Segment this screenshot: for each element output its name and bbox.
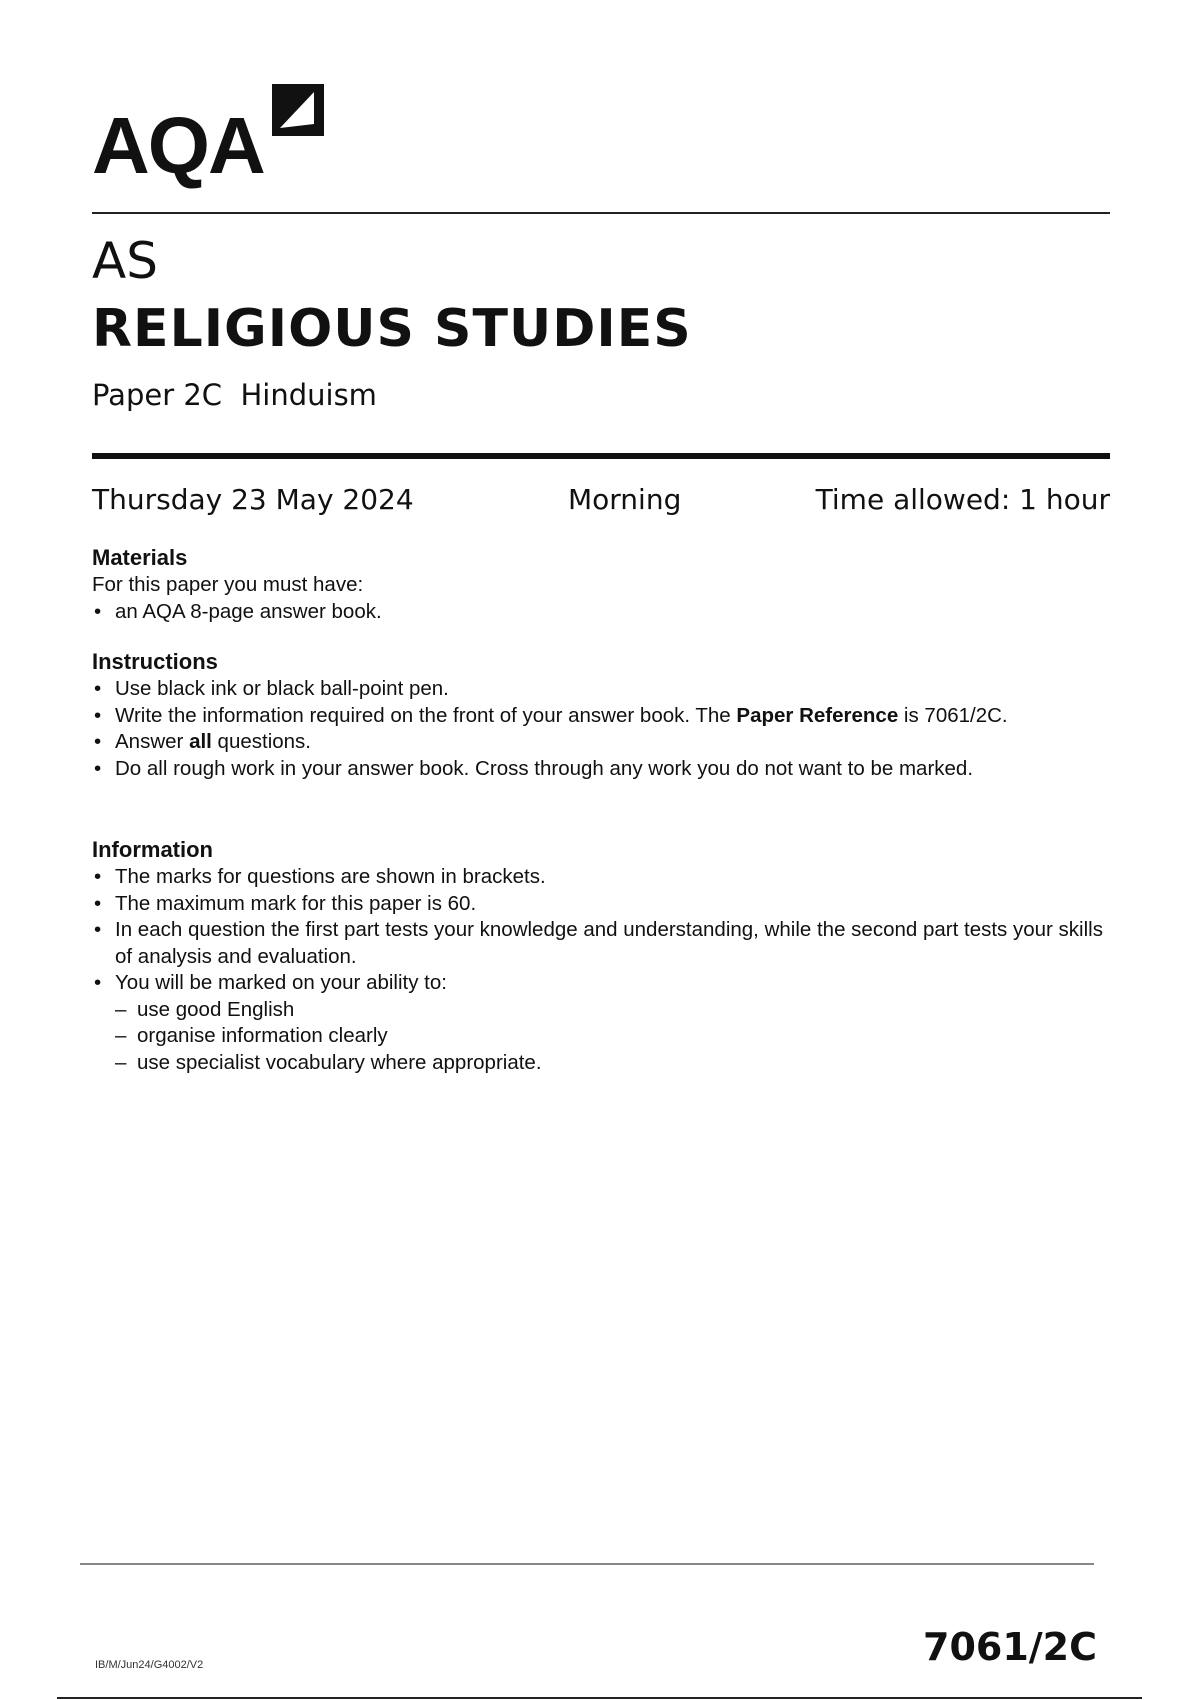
list-item: • Write the information required on the front of your answer book. The Paper Reference is 7061/2C. — [92, 703, 1015, 730]
list-item: • In each question the first part tests your knowledge and understanding, while the second part tests your skills of analysis and evaluation. — [92, 917, 1105, 970]
list-item: • The maximum mark for this paper is 60. — [92, 891, 1092, 918]
list-item: • You will be marked on your ability to: — [92, 970, 1092, 997]
subject-title: RELIGIOUS STUDIES — [92, 299, 692, 359]
instructions-section — [92, 648, 1092, 782]
header-divider — [92, 212, 1110, 214]
materials-intro: For this paper you must have: — [92, 573, 364, 596]
information-section — [92, 836, 1103, 1076]
list-subitem: – use specialist vocabulary where appropriate. — [115, 1050, 1092, 1077]
exam-date: Thursday 23 May 2024 — [92, 483, 414, 516]
aqa-logo-mark-icon — [270, 82, 326, 138]
document-id: IB/M/Jun24/G4002/V2 — [95, 1659, 204, 1671]
page-bottom-rule — [57, 1697, 1142, 1699]
information-heading: Information — [92, 837, 213, 862]
paper-title: Paper 2C Hinduism — [92, 378, 377, 412]
time-allowed: Time allowed: 1 hour — [815, 483, 1110, 516]
materials-heading: Materials — [92, 545, 188, 570]
list-item: • Do all rough work in your answer book. Cross through any work you do not want to be marked. — [92, 756, 1092, 783]
exam-session: Morning — [568, 483, 682, 516]
list-item: • Answer all questions. — [92, 729, 1092, 756]
list-item: • The marks for questions are shown in brackets. — [92, 864, 1092, 891]
title-divider — [92, 453, 1110, 459]
list-subitem: – use good English — [115, 997, 1092, 1024]
list-item: • Use black ink or black ball-point pen. — [92, 676, 1092, 703]
footer-divider — [80, 1563, 1094, 1565]
qualification-level: AS — [92, 232, 158, 290]
materials-section — [92, 544, 1092, 625]
list-subitem: – organise information clearly — [115, 1023, 1092, 1050]
aqa-logo — [92, 82, 326, 190]
paper-code: 7061/2C — [923, 1625, 1097, 1669]
logo-text: AQA — [92, 101, 264, 190]
instructions-heading: Instructions — [92, 649, 218, 674]
list-item: • an AQA 8-page answer book. — [92, 599, 1092, 626]
